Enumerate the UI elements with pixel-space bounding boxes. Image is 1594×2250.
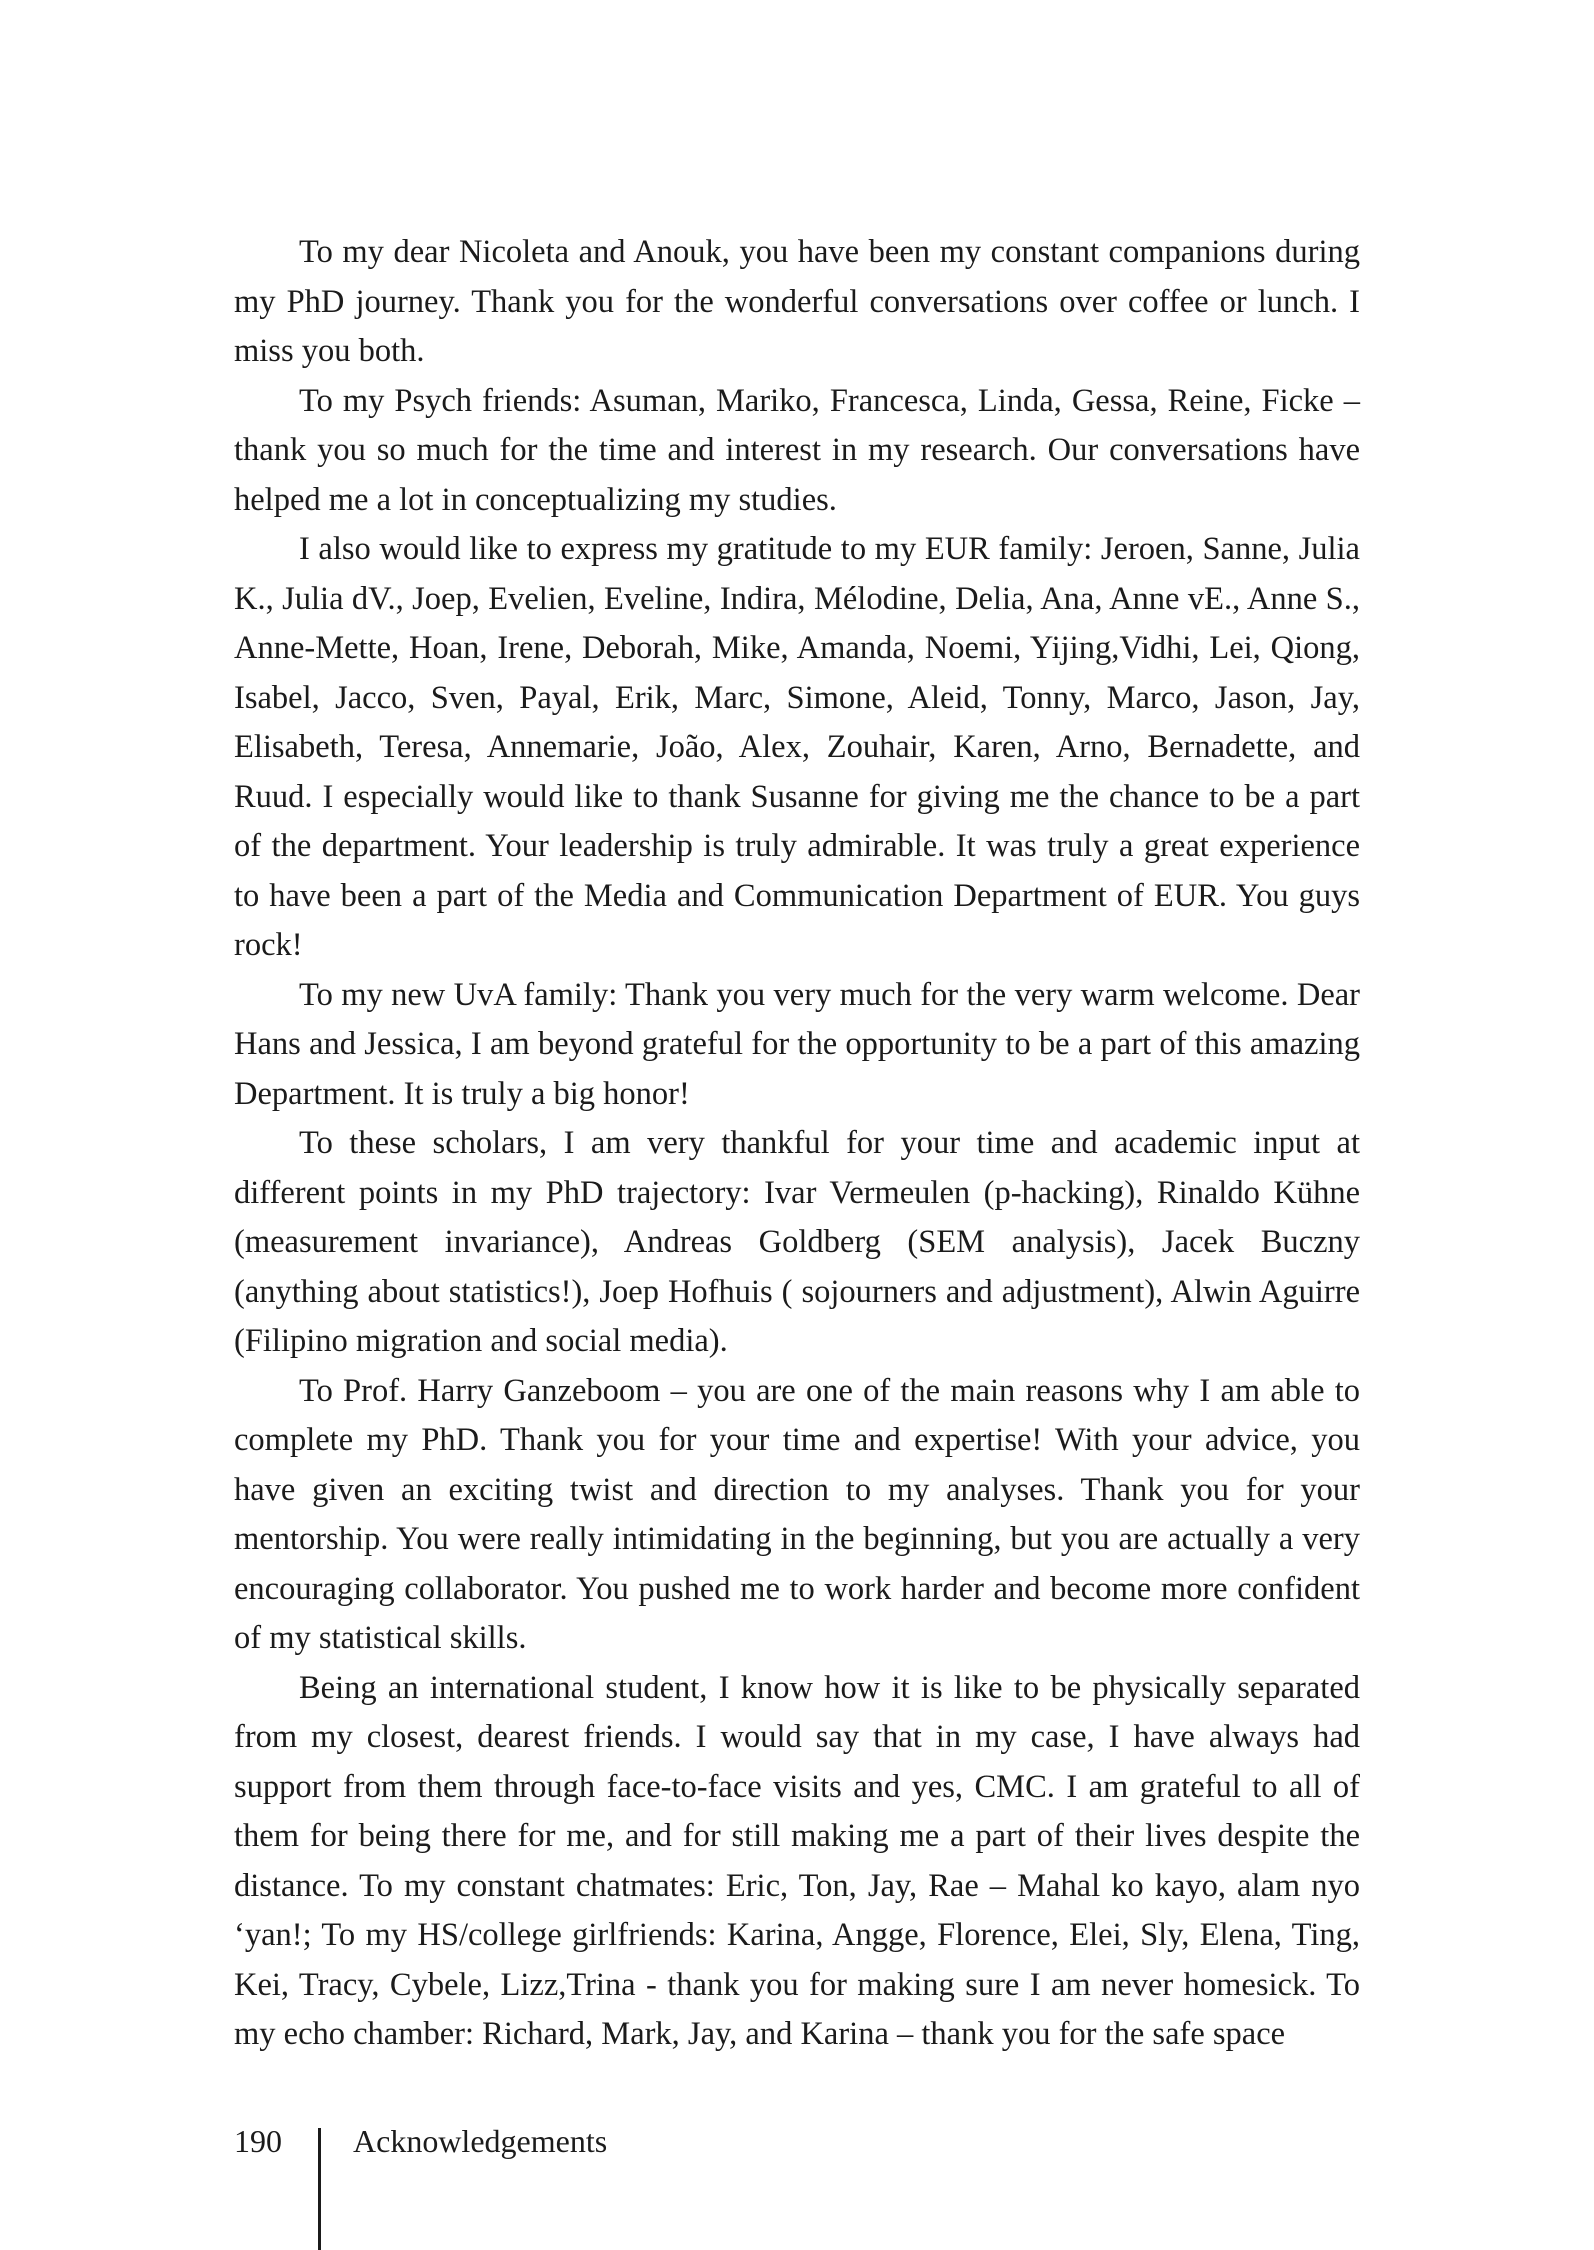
page-number: 190 — [234, 2123, 282, 2159]
paragraph: I also would like to express my gratitude to my EUR family: Jeroen, Sanne, Julia K., Julia dV., Joep, Evelien, Eveline, Indira, Mélodine, Delia, Ana, Anne vE., Anne S., Anne-Mette, Hoan, Irene, Deborah, Mike, Amanda, Noemi, Yijing,Vidhi, Lei, Qiong, Isabel, Jacco, Sven, Payal, Erik, Marc, Simone, Aleid, Tonny, Marco, Jason, Jay, Elisabeth, Teresa, Annemarie, João, Alex, Zouhair, Karen, Arno, Bernadette, and Ruud. I especially would like to thank Susanne for giving me the chance to be a part of the department. Your leadership is truly admirable. It was truly a great experience to have been a part of the Media and Communication Department of EUR. You guys rock! — [234, 531, 1360, 963]
footer-divider — [318, 2128, 321, 2250]
body-text — [234, 228, 1360, 2060]
paragraph: To these scholars, I am very thankful for your time and academic input at different points in my PhD trajectory: Ivar Vermeulen (p-hacking), Rinaldo Kühne (measurement invariance), Andreas Goldberg (SEM analysis), Jacek Buczny (anything about statistics!), Joep Hofhuis ( sojourners and adjustment), Alwin Aguirre (Filipino migration and social media). — [234, 1125, 1360, 1359]
paragraph: To my new UvA family: Thank you very much for the very warm welcome. Dear Hans and Jessica, I am beyond grateful for the opportunity to be a part of this amazing Department. It is truly a big honor! — [234, 976, 1360, 1112]
page-footer — [0, 2118, 1594, 2250]
paragraph: To Prof. Harry Ganzeboom – you are one of the main reasons why I am able to complete my PhD. Thank you for your time and expertise! With your advice, you have given an exciting twist and direction to my analyses. Thank you for your mentorship. You were really intimidating in the beginning, but you are actually a very encouraging collaborator. You pushed me to work harder and become more confident of my statistical skills. — [234, 1372, 1360, 1656]
paragraph: Being an international student, I know how it is like to be physically separated from my closest, dearest friends. I would say that in my case, I have always had support from them through face-to-face visits and yes, CMC. I am grateful to all of them for being there for me, and for still making me a part of their lives despite the distance. To my constant chatmates: Eric, Ton, Jay, Rae – Mahal ko kayo, alam nyo ‘yan!; To my HS/college girlfriends: Karina, Angge, Florence, Elei, Sly, Elena, Ting, Kei, Tracy, Cybele, Lizz,Trina - thank you for making sure I am never homesick. To my echo chamber: Richard, Mark, Jay, and Karina – thank you for the safe space — [234, 1669, 1360, 2052]
paragraph: To my Psych friends: Asuman, Mariko, Francesca, Linda, Gessa, Reine, Ficke – thank you so much for the time and interest in my research. Our conversations have helped me a lot in conceptualizing my studies. — [234, 382, 1360, 518]
paragraph: To my dear Nicoleta and Anouk, you have been my constant companions during my PhD journey. Thank you for the wonderful conversations over coffee or lunch. I miss you both. — [234, 234, 1360, 369]
running-section-title: Acknowledgements — [353, 2123, 608, 2159]
